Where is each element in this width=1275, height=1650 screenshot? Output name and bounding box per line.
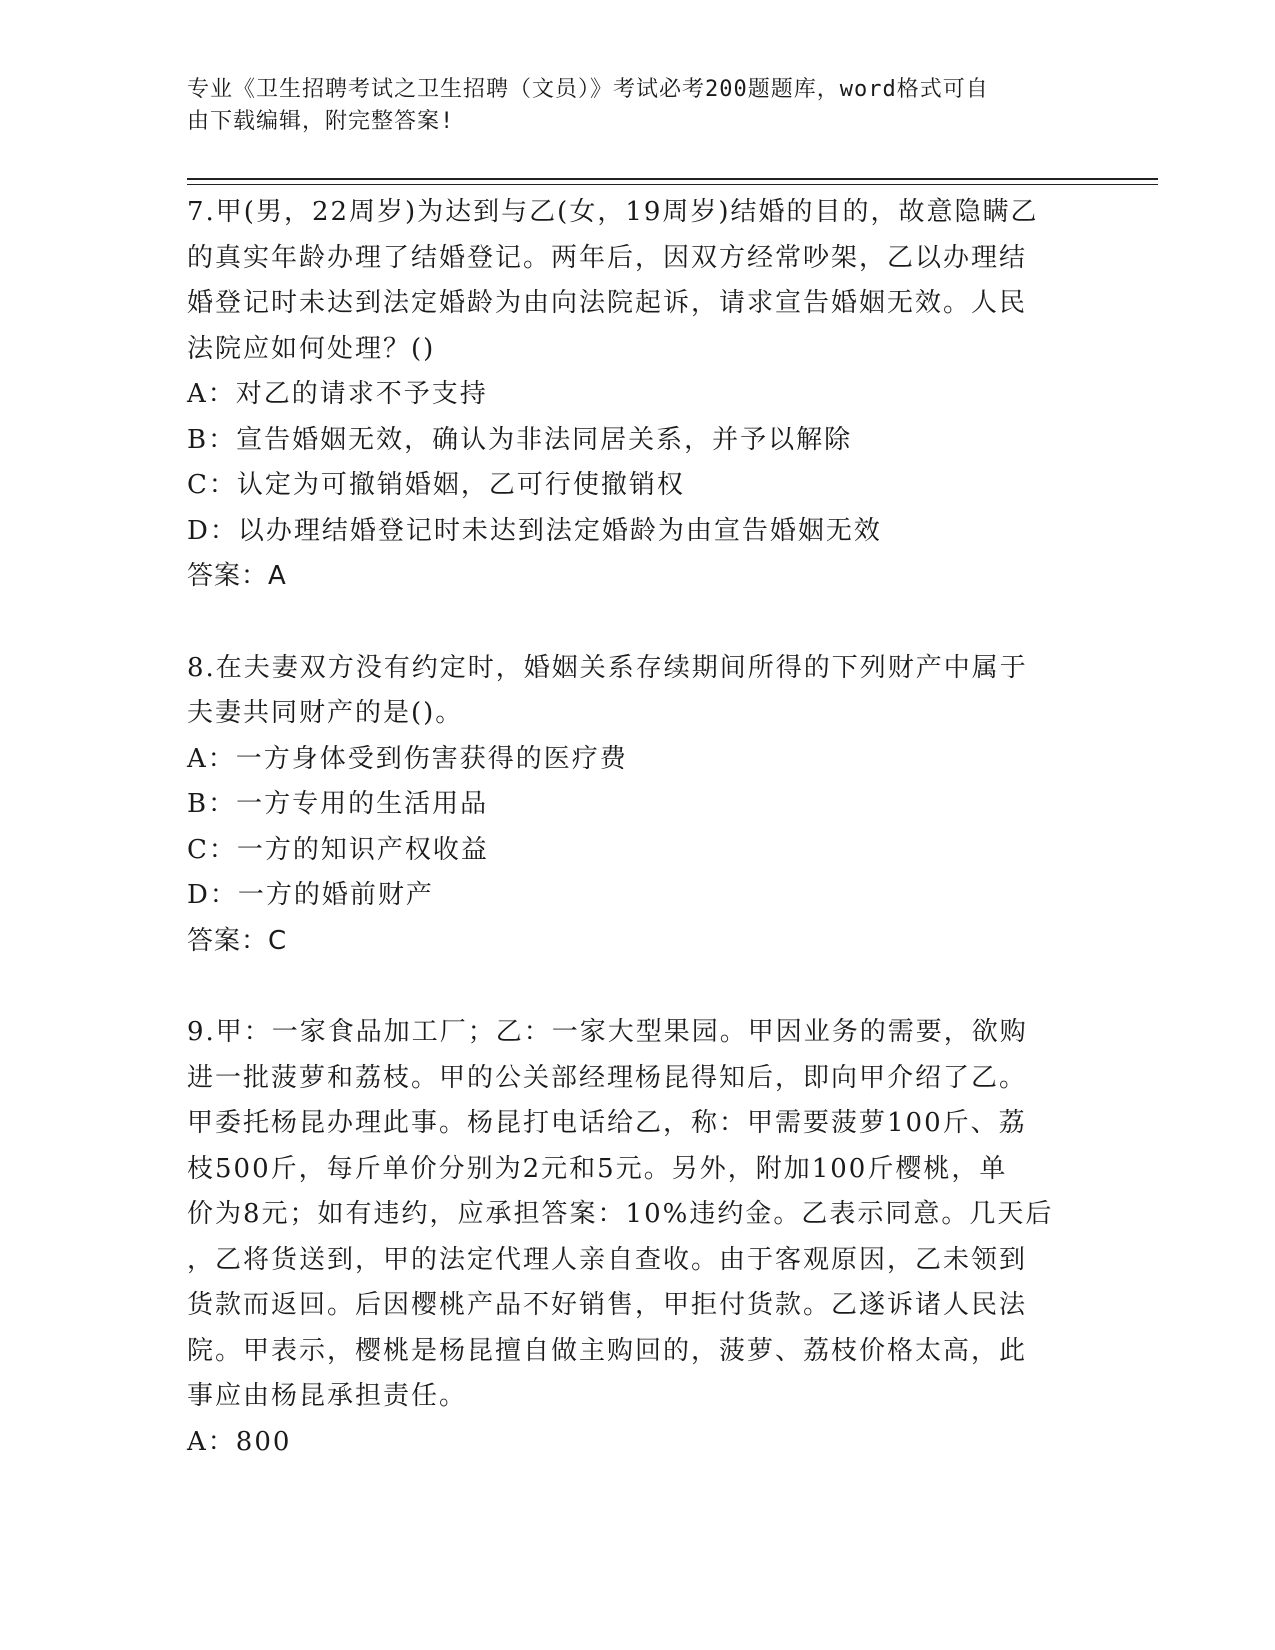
document-header <box>187 74 1067 138</box>
question-9-line-4: 枝500斤，每斤单价分别为2元和5元。另外，附加100斤樱桃，单 <box>187 1153 1008 1184</box>
question-9-line-5: 价为8元；如有违约，应承担答案：10%违约金。乙表示同意。几天后 <box>187 1199 1054 1229</box>
question-9-line-3: 甲委托杨昆办理此事。杨昆打电话给乙，称：甲需要菠萝100斤、荔 <box>187 1108 1027 1138</box>
question-8-option-b: B：一方专用的生活用品 <box>187 789 489 819</box>
header-divider-thick <box>187 178 1158 180</box>
question-7-line-2: 的真实年龄办理了结婚登记。两年后，因双方经常吵架，乙以办理结 <box>187 242 1028 273</box>
question-9-line-8: 院。甲表示，樱桃是杨昆擅自做主购回的，菠萝、荔枝价格太高，此 <box>187 1335 1028 1366</box>
question-9-option-a: A：800 <box>187 1426 292 1457</box>
question-8-line-2: 夫妻共同财产的是()。 <box>187 698 464 728</box>
question-9 <box>187 1010 1067 1465</box>
question-9-line-2: 进一批菠萝和荔枝。甲的公关部经理杨昆得知后，即向甲介绍了乙。 <box>187 1062 1028 1093</box>
question-8-answer: 答案：C <box>187 925 288 956</box>
header-divider-thin <box>187 184 1158 185</box>
question-7-answer: 答案：A <box>187 561 287 591</box>
question-7-line-3: 婚登记时未达到法定婚龄为由向法院起诉，请求宣告婚姻无效。人民 <box>187 288 1028 318</box>
question-8 <box>187 646 1067 965</box>
question-8-line-1: 8.在夫妻双方没有约定时，婚姻关系存续期间所得的下列财产中属于 <box>187 652 1028 683</box>
header-line-1: 专业《卫生招聘考试之卫生招聘（文员）》考试必考200题题库，word格式可自 <box>187 77 989 102</box>
question-7-line-1: 7.甲(男，22周岁)为达到与乙(女，19周岁)结婚的目的，故意隐瞒乙 <box>187 197 1039 227</box>
question-7-option-a: A：对乙的请求不予支持 <box>187 379 488 409</box>
question-list <box>187 190 1067 1511</box>
question-9-line-1: 9.甲：一家食品加工厂；乙：一家大型果园。甲因业务的需要，欲购 <box>187 1017 1028 1047</box>
question-9-line-9: 事应由杨昆承担责任。 <box>187 1381 468 1411</box>
question-7-option-d: D：以办理结婚登记时未达到法定婚龄为由宣告婚姻无效 <box>187 515 882 546</box>
question-7-option-c: C：认定为可撤销婚姻，乙可行使撤销权 <box>187 470 685 500</box>
question-7 <box>187 190 1067 600</box>
question-9-line-6: ，乙将货送到，甲的法定代理人亲自查收。由于客观原因，乙未领到 <box>187 1244 1028 1275</box>
question-9-line-7: 货款而返回。后因樱桃产品不好销售，甲拒付货款。乙遂诉诸人民法 <box>187 1290 1028 1320</box>
question-8-option-c: C：一方的知识产权收益 <box>187 834 489 865</box>
question-7-option-b: B：宣告婚姻无效，确认为非法同居关系，并予以解除 <box>187 424 853 455</box>
header-line-2: 由下载编辑，附完整答案! <box>187 109 455 134</box>
question-7-line-4: 法院应如何处理？() <box>187 333 436 364</box>
question-8-option-a: A：一方身体受到伤害获得的医疗费 <box>187 743 628 774</box>
question-8-option-d: D：一方的婚前财产 <box>187 880 434 910</box>
